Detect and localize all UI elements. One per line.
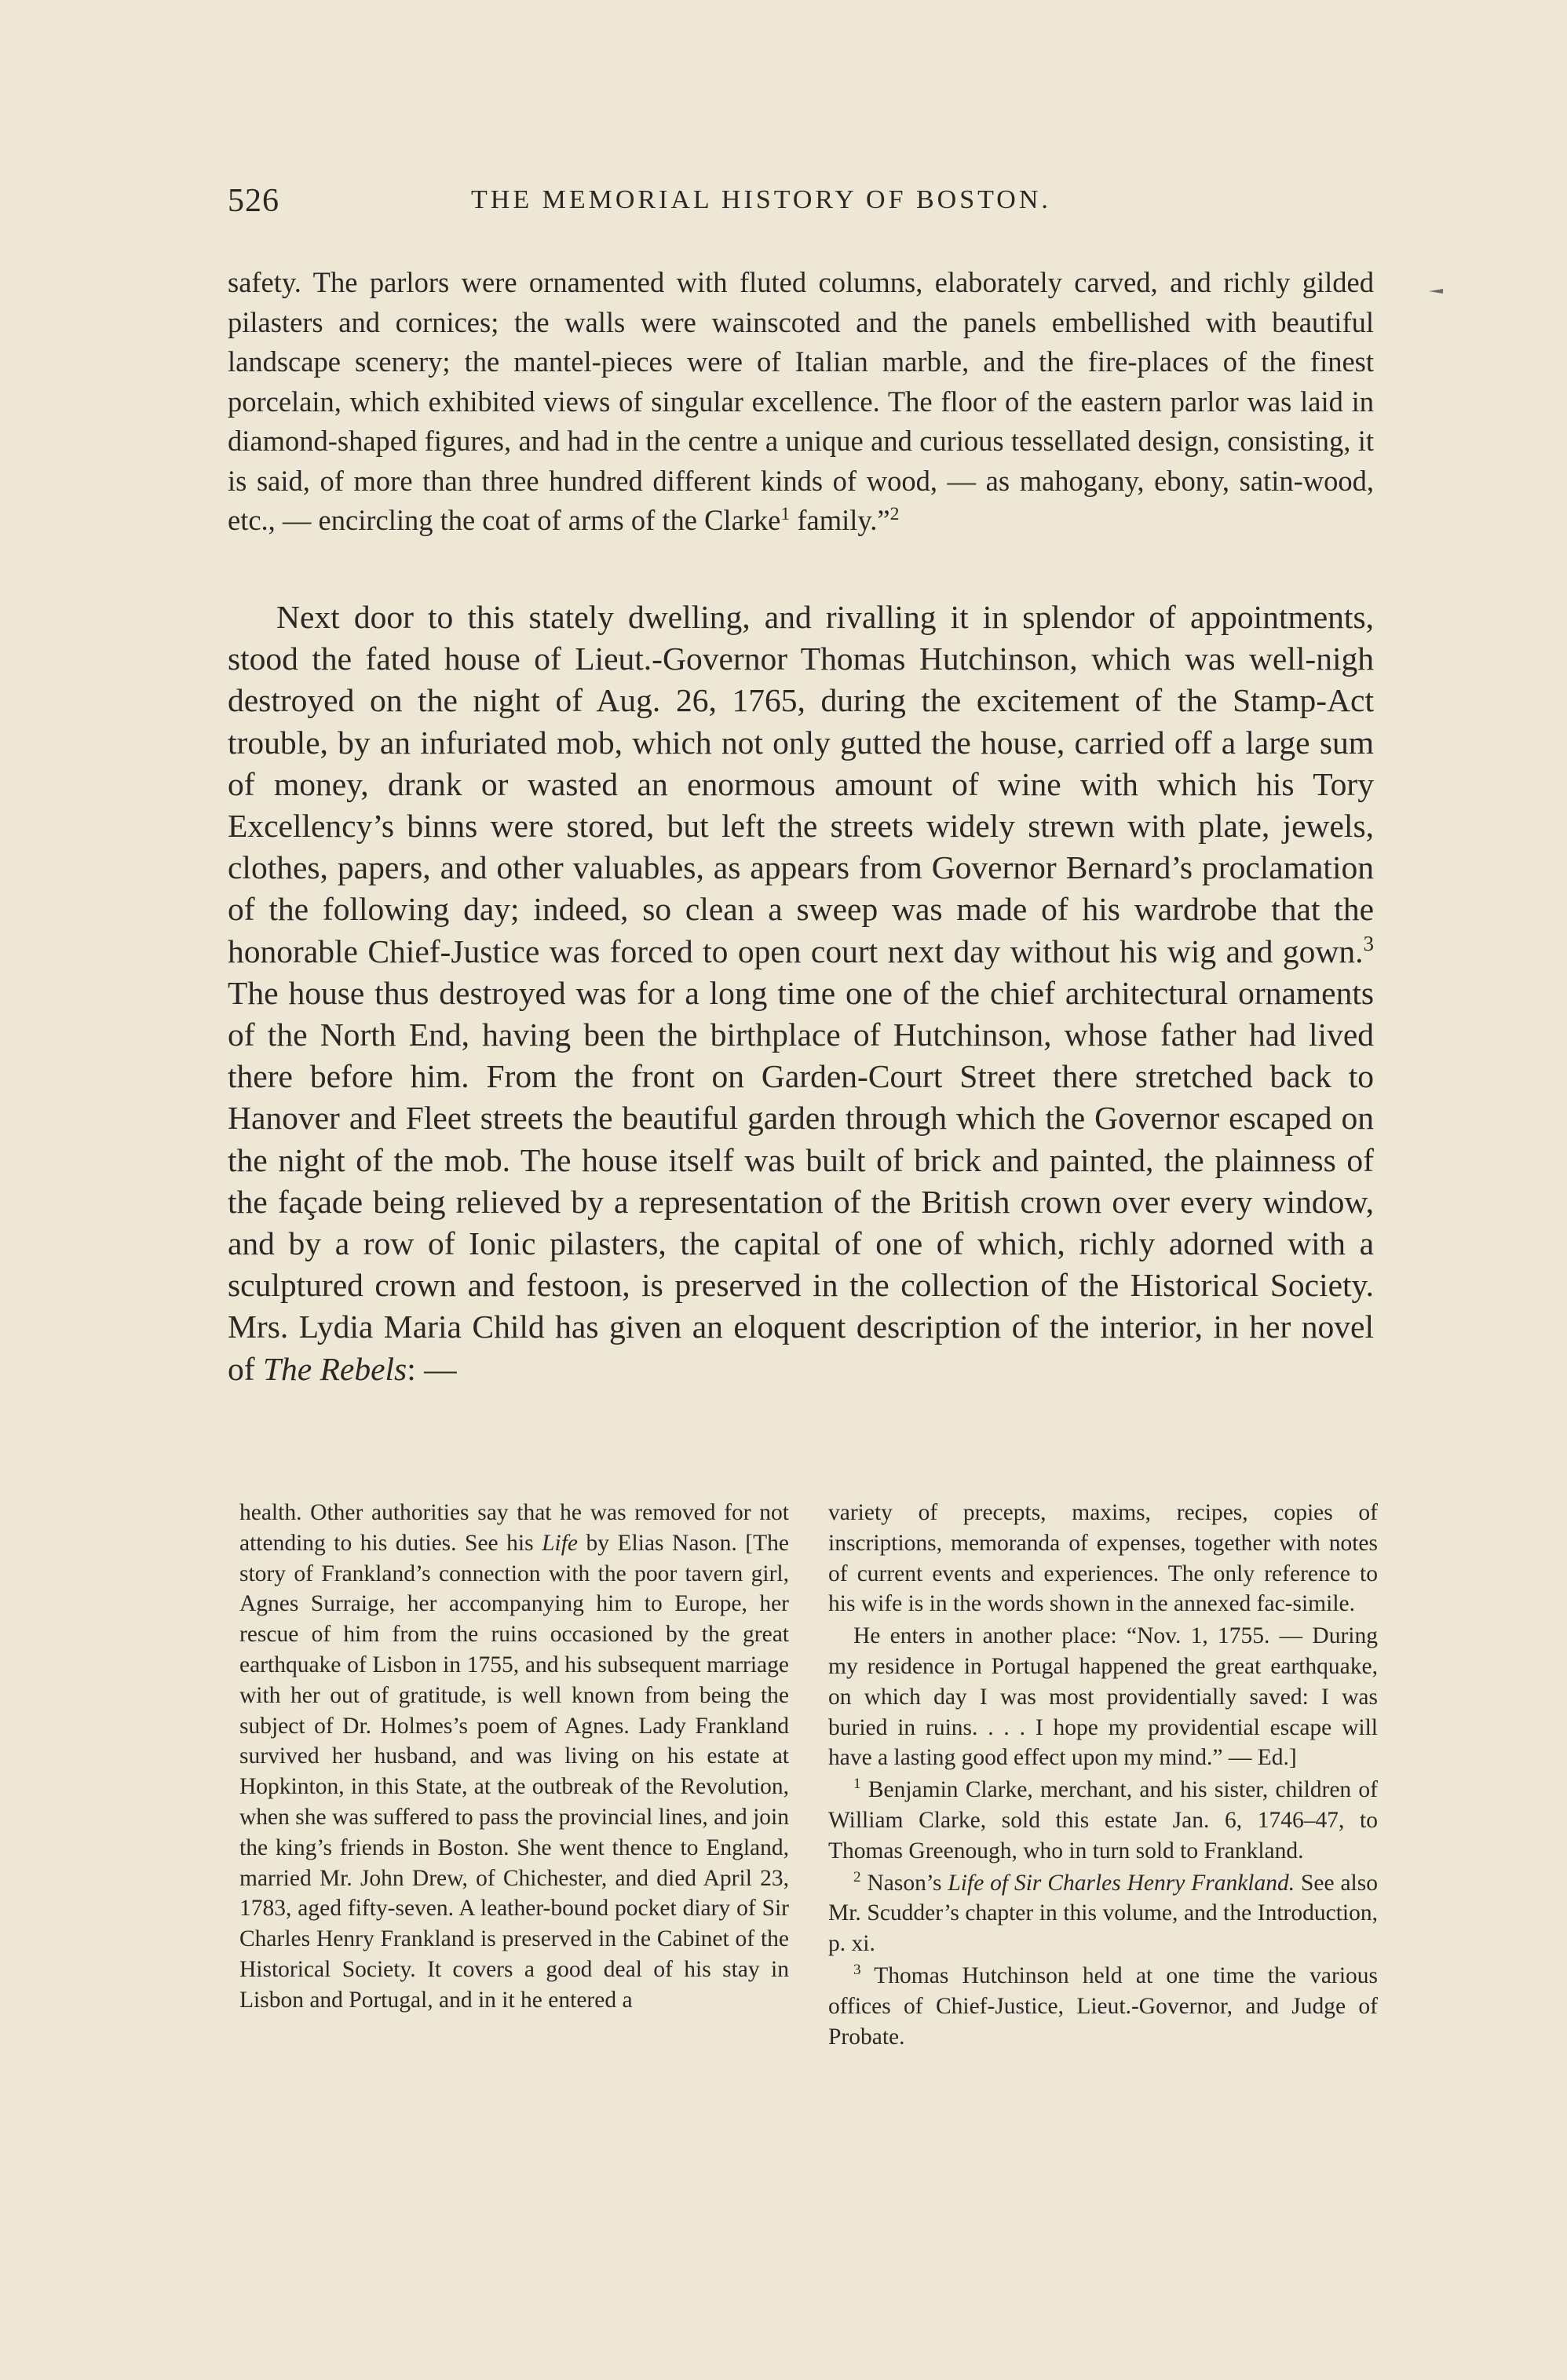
quoted-passage <box>228 263 1374 541</box>
footnote-1-number: 1 <box>853 1776 861 1793</box>
body-text-part1: Next door to this stately dwelling, and rivalling it in splendor of appointments, stood the fated house of Lieut.-Governor Thomas Hutchinson, which was well-nigh destroyed on the night of Aug. 26, 1765, during the excitement of the Stamp-Act trouble, by an infuriated mob, which not only gutted the house, carried off a large sum of money, drank or wasted an enormous amount of wine with which his Tory Excellency’s binns were stored, but left the streets widely strewn with plate, jewels, clothes, papers, and other valuables, as appears from Governor Bernard’s proclamation of the following day; indeed, so clean a sweep was made of his wardrobe that the honorable Chief-Justice was forced to open court next day without his wig and gown. <box>228 599 1374 969</box>
footnote-ref-2: 2 <box>889 503 900 524</box>
body-text-part3: : — <box>407 1350 457 1387</box>
footnote-1 <box>828 1775 1378 1866</box>
footnote-2-number: 2 <box>853 1868 861 1885</box>
footnote-3-number: 3 <box>853 1962 861 1979</box>
page-number: 526 <box>228 183 279 219</box>
page-header <box>228 182 1382 229</box>
footnote-1-text: Benjamin Clarke, merchant, and his sister, children of William Clarke, sold this estate Jan. 6, 1746–47, to Thomas Greenough, who in turn sold to Frankland. <box>828 1777 1378 1863</box>
running-title: THE MEMORIAL HISTORY OF BOSTON. <box>471 185 1051 214</box>
footnote-3-text: Thomas Hutchinson held at one time the various offices of Chief-Justice, Lieut.-Governor, and Judge of Probate. <box>828 1962 1378 2050</box>
footnote-continuation-right: variety of precepts, maxims, recipes, copies of inscriptions, memoranda of expenses, together with notes of current events and experiences. The only reference to his wife is in the words shown in the annexed fac-simile. <box>828 1500 1378 1617</box>
footnote-2-title: Life of Sir Charles Henry Frankland. <box>948 1870 1295 1896</box>
quote-text-end: family.” <box>790 504 890 536</box>
footnote-2-text-end: See also Mr. Scudder’s chapter in this volume, and the Introduction, p. xi. <box>828 1870 1378 1957</box>
footnote-column-left <box>239 1498 789 2052</box>
body-paragraph <box>228 597 1374 1390</box>
footnotes <box>239 1498 1378 2052</box>
footnote-enters: He enters in another place: “Nov. 1, 1755. — During my residence in Portugal happened the great earthquake, on which day I was most providentially saved: I was buried in ruins. . . . I hope my providential escape will have a lasting good effect upon my mind.” — Ed.] <box>828 1623 1378 1771</box>
body-text-part2: The house thus destroyed was for a long time one of the chief architectural ornaments of the North End, having been the birthplace of Hutchinson, whose father had lived there before him. From the front on Garden-Court Street there stretched back to Hanover and Fleet streets the beautiful garden through which the Governor escaped on the night of the mob. The house itself was built of brick and painted, the plainness of the façade being relieved by a representation of the British crown over every window, and by a row of Ionic pilasters, the capital of one of which, richly adorned with a sculptured crown and festoon, is preserved in the collection of the Historical Society. Mrs. Lydia Maria Child has given an eloquent description of the interior, in her novel of <box>228 974 1374 1387</box>
footnote-2 <box>828 1868 1378 1959</box>
footnote-text: health. Other authorities say that he was removed for not attending to his duties. See his <box>239 1500 789 1556</box>
footnote-column-right <box>828 1498 1378 2052</box>
footnote-continuation <box>239 1498 789 2016</box>
footnote-italic-life: Life <box>542 1530 578 1556</box>
footnote-ref-1: 1 <box>780 503 791 524</box>
footnote-2-text: Nason’s <box>860 1870 948 1896</box>
footnote-text: by Elias Nason. [The story of Frankland’s connection with the poor tavern girl, Agnes Surraige, her accompanying him to Europe, her rescue of him from the ruins occasioned by the great earthquake of Lisbon in 1755, and his subsequent marriage with her out of gratitude, is well known from being the subject of Dr. Holmes’s poem of Agnes. Lady Frankland survived her husband, and was living on his estate at Hopkinton, in this State, at the outbreak of the Revolution, when she was suffered to pass the provincial lines, and join the king’s friends in Boston. She went thence to England, married Mr. John Drew, of Chichester, and died April 23, 1783, aged fifty-seven. A leather-bound pocket diary of Sir Charles Henry Frankland is preserved in the Cabinet of the Historical Society. It covers a good deal of his stay in Lisbon and Portugal, and in it he entered a <box>239 1530 789 2013</box>
quote-text: safety. The parlors were ornamented with fluted columns, elaborately carved, and richly gilded pilasters and cornices; the walls were wainscoted and the panels embellished with beautiful landscape scenery; the mantel-pieces were of Italian marble, and the fire-places of the finest porcelain, which exhibited views of singular excellence. The floor of the eastern parlor was laid in diamond-shaped figures, and had in the centre a unique and curious tessellated design, consisting, it is said, of more than three hundred different kinds of wood, — as mahogany, ebony, satin-wood, etc., — encircling the coat of arms of the Clarke <box>228 266 1374 536</box>
footnote-3 <box>828 1961 1378 2052</box>
margin-mark <box>1429 289 1443 294</box>
footnote-ref-3: 3 <box>1363 931 1374 955</box>
novel-title: The Rebels <box>262 1350 407 1387</box>
